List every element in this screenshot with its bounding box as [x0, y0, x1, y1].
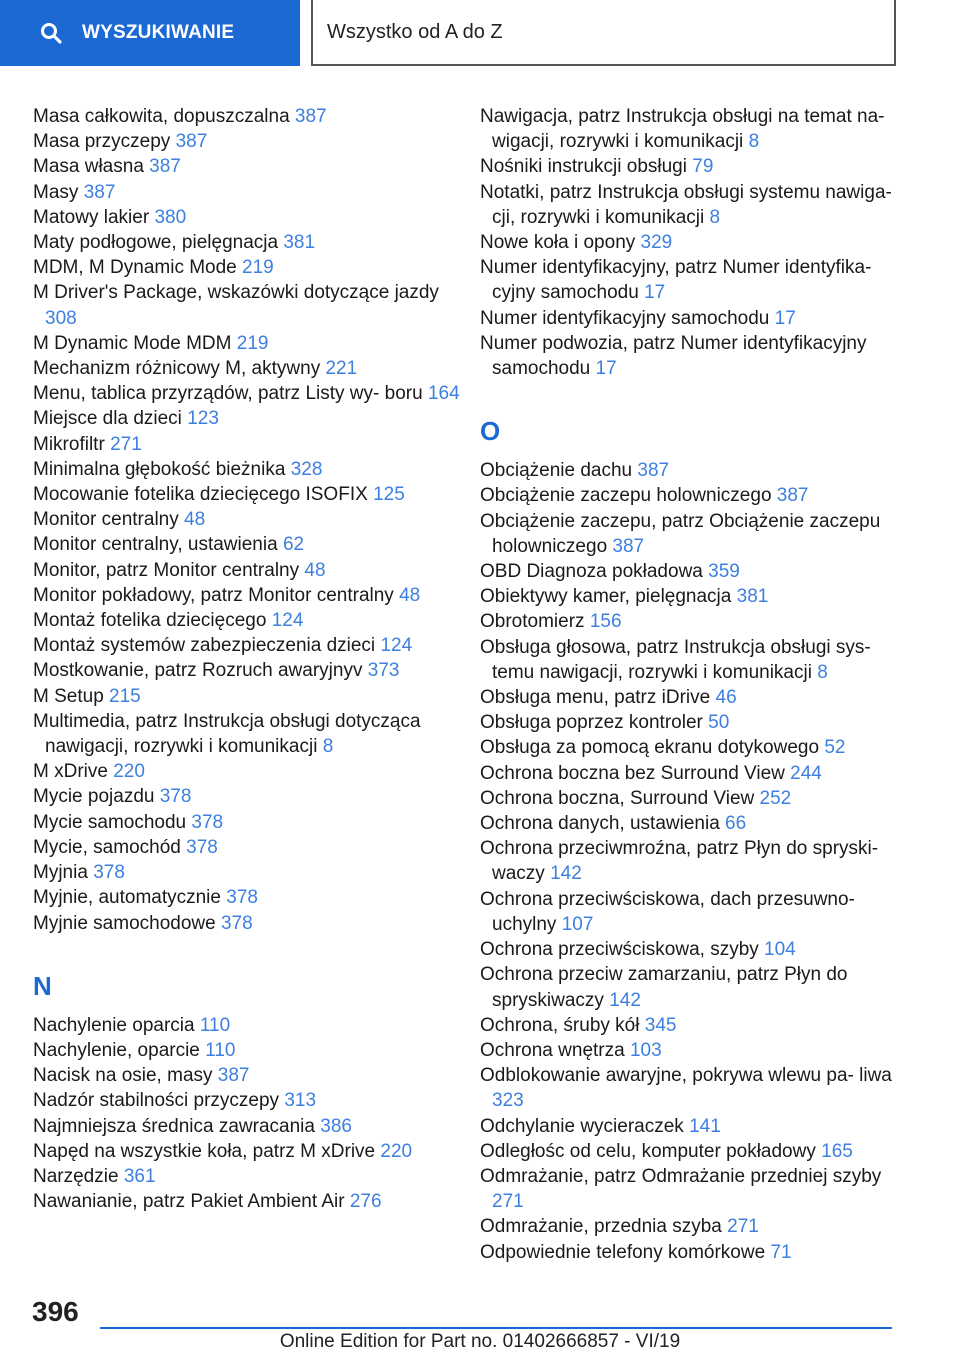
index-entry [480, 104, 900, 154]
page-link[interactable]: 125 [373, 484, 405, 506]
index-entry [480, 331, 900, 381]
index-term: Ochrona boczna, Surround View [480, 787, 755, 809]
index-term: Mycie, samochód [33, 836, 181, 858]
index-entry [480, 887, 900, 937]
page-link[interactable]: 215 [109, 685, 141, 707]
index-term: Myjnia [33, 862, 88, 884]
page-link[interactable]: 373 [367, 660, 400, 682]
index-entry [33, 1013, 473, 1038]
page-link[interactable]: 48 [399, 584, 421, 606]
index-term: Ochrona przeciwmroźna, patrz Płyn do spryski‐ waczy [480, 838, 879, 885]
index-term: Nośniki instrukcji obsługi [480, 156, 687, 178]
index-term: Ochrona boczna bez Surround View [480, 762, 785, 784]
index-entry [480, 735, 900, 760]
index-term: Mostkowanie, patrz Rozruch awaryjnyv [33, 660, 363, 682]
index-term: Menu, tablica przyrządów, patrz Listy wy‐ boru [33, 383, 423, 405]
index-term: Masa własna [33, 156, 144, 178]
index-term: Obsługa menu, patrz iDrive [480, 687, 711, 709]
index-entry [33, 507, 473, 532]
index-term: Monitor pokładowy, patrz Monitor centralny [33, 584, 394, 606]
index-term: Obiektywy kamer, pielęgnacja [480, 586, 732, 608]
index-term: Odblokowanie awaryjne, pokrywa wlewu pa‐ liwa [480, 1065, 892, 1087]
page-link[interactable]: 141 [689, 1115, 721, 1137]
index-entry [480, 710, 900, 735]
page-link[interactable]: 62 [282, 534, 305, 556]
index-term: Montaż systemów zabezpieczenia dzieci [33, 635, 376, 657]
index-term: Narzędzie [33, 1165, 119, 1187]
index-term: Monitor centralny [33, 509, 179, 531]
section-letter-o: O [480, 416, 501, 447]
index-entry [33, 331, 473, 356]
index-term: Mocowanie fotelika dziecięcego ISOFIX [33, 484, 368, 506]
index-entry [33, 129, 473, 154]
page-link[interactable]: 71 [770, 1241, 792, 1263]
page-link[interactable]: 8 [817, 661, 828, 683]
index-entry [33, 280, 473, 330]
index-entry [33, 432, 473, 457]
page-link[interactable]: 381 [736, 586, 769, 608]
page-link[interactable]: 124 [271, 610, 304, 632]
index-term: Masa całkowita, dopuszczalna [33, 106, 290, 127]
index-entry [480, 1038, 900, 1063]
index-term: Maty podłogowe, pielęgnacja [33, 232, 279, 254]
index-column-right [480, 104, 900, 1265]
page-link[interactable]: 220 [380, 1140, 413, 1162]
page-link[interactable]: 8 [322, 736, 334, 758]
index-entry [33, 255, 473, 280]
search-tab-button[interactable] [0, 0, 300, 66]
page-link[interactable]: 110 [205, 1039, 236, 1061]
index-term: Mikrofiltr [33, 433, 105, 455]
index-entry [33, 154, 473, 179]
page-link[interactable]: 323 [492, 1090, 524, 1112]
page-link[interactable]: 359 [708, 561, 740, 583]
index-term: Numer identyfikacyjny, patrz Numer identyfika‐ cyjny samochodu [480, 257, 872, 304]
index-term: Nacisk na osie, masy [33, 1065, 213, 1087]
index-term: Nawanianie, patrz Pakiet Ambient Air [33, 1191, 345, 1213]
index-term: Najmniejsza średnica zawracania [33, 1115, 315, 1137]
index-entry [33, 608, 473, 633]
index-entry [33, 911, 473, 936]
page-link[interactable]: 156 [589, 611, 622, 633]
index-entry [480, 937, 900, 962]
index-term: Obciążenie zaczepu, patrz Obciążenie zaczepu holowniczego [480, 510, 881, 557]
index-entry [33, 784, 473, 809]
index-term: Ochrona przeciwściskowa, szyby [480, 939, 759, 961]
page-link[interactable]: 387 [83, 181, 116, 203]
page-link[interactable]: 165 [821, 1140, 853, 1162]
index-entry [480, 1013, 900, 1038]
index-term: Ochrona przeciw zamarzaniu, patrz Płyn do spryskiwaczy [480, 964, 848, 1011]
index-term: Obsługa głosowa, patrz Instrukcja obsługi sys‐ temu nawigacji, rozrywki i komunikacji [480, 636, 871, 683]
page-link[interactable]: 378 [226, 887, 258, 909]
index-entry [33, 759, 473, 784]
page-link[interactable]: 313 [284, 1090, 317, 1112]
index-term: Matowy lakier [33, 206, 150, 228]
page-link[interactable]: 387 [612, 535, 645, 557]
page-link[interactable]: 276 [349, 1191, 382, 1213]
page-link[interactable]: 387 [175, 131, 208, 153]
index-term: Minimalna głębokość bieżnika [33, 458, 286, 480]
page-link[interactable]: 17 [644, 282, 666, 304]
index-term: Numer podwozia, patrz Numer identyfikacyjny samochodu [480, 332, 867, 380]
search-icon [40, 22, 62, 44]
page-link[interactable]: 387 [637, 460, 670, 482]
index-entry [33, 1088, 473, 1113]
index-term: Nachylenie oparcia [33, 1014, 195, 1036]
page-link[interactable]: 66 [725, 813, 747, 835]
index-entry [480, 559, 900, 584]
index-entry [480, 685, 900, 710]
page-link[interactable]: 329 [640, 232, 673, 254]
index-term: Odchylanie wycieraczek [480, 1115, 684, 1137]
page-link[interactable]: 271 [110, 433, 142, 455]
index-entry [33, 381, 473, 406]
index-term: Nadzór stabilności przyczepy [33, 1090, 280, 1112]
page-link[interactable]: 271 [492, 1191, 524, 1213]
index-entry [480, 811, 900, 836]
index-term: Ochrona danych, ustawienia [480, 813, 720, 835]
page-link[interactable]: 124 [380, 635, 413, 657]
page-link[interactable]: 380 [154, 206, 187, 228]
index-term: Mechanizm różnicowy M, aktywny [33, 358, 321, 380]
index-entry [480, 483, 900, 508]
page-link[interactable]: 328 [290, 458, 323, 480]
edition-footer: Online Edition for Part no. 01402666857 - VI/19 [279, 1331, 681, 1352]
index-term: Obciążenie zaczepu holowniczego [480, 485, 772, 507]
index-entry [480, 836, 900, 886]
page-link[interactable]: 378 [191, 811, 224, 833]
page-link[interactable]: 387 [776, 485, 809, 507]
footer-divider [100, 1327, 892, 1329]
index-entry [33, 583, 473, 608]
index-entry [33, 658, 473, 683]
index-entry [480, 609, 900, 634]
index-entry [33, 356, 473, 381]
page-link[interactable]: 345 [644, 1014, 677, 1036]
index-term: Obrotomierz [480, 611, 585, 633]
index-term: Obciążenie dachu [480, 460, 633, 482]
index-entry [480, 458, 900, 483]
index-entry [480, 761, 900, 786]
index-term: Nachylenie, oparcie [33, 1039, 200, 1061]
page-link[interactable]: 164 [427, 383, 460, 405]
index-entry [480, 584, 900, 609]
search-tab-label: WYSZUKIWANIE [82, 22, 235, 43]
top-navigation [0, 0, 960, 66]
page-link[interactable]: 387 [294, 106, 327, 127]
page-link[interactable]: 142 [550, 863, 582, 885]
page-link[interactable]: 52 [824, 737, 846, 759]
index-term: Myjnie, automatycznie [33, 887, 221, 909]
index-term: Obsługa za pomocą ekranu dotykowego [480, 737, 820, 759]
index-term: Myjnie samochodowe [33, 912, 216, 934]
index-entry [33, 104, 473, 129]
index-entry [33, 810, 473, 835]
page-link[interactable]: 271 [727, 1216, 759, 1238]
index-term: Ochrona wnętrza [480, 1039, 625, 1061]
page-link[interactable]: 219 [242, 257, 274, 279]
index-term: Nawigacja, patrz Instrukcja obsługi na temat na‐ wigacji, rozrywki i komunikacji [480, 106, 885, 153]
page-link[interactable]: 50 [708, 712, 730, 734]
page-link[interactable]: 244 [790, 762, 822, 784]
index-entry [33, 482, 473, 507]
index-entry [480, 1214, 900, 1239]
index-term: Ochrona, śruby kół [480, 1014, 640, 1036]
index-entry [33, 230, 473, 255]
page-link[interactable]: 48 [184, 509, 206, 531]
index-entry [33, 709, 473, 759]
index-term: M xDrive [33, 761, 108, 783]
index-term: Odpowiednie telefony komórkowe [480, 1241, 766, 1263]
index-term: Mycie samochodu [33, 811, 187, 833]
index-entry [480, 1139, 900, 1164]
page-link[interactable]: 17 [774, 307, 796, 329]
index-term: M Driver's Package, wskazówki dotyczące jazdy [33, 282, 439, 304]
index-entry [33, 1114, 473, 1139]
index-entry [33, 860, 473, 885]
index-entry [33, 885, 473, 910]
page-link[interactable]: 219 [236, 332, 269, 354]
index-entry [480, 1240, 900, 1265]
index-entry [480, 154, 900, 179]
index-entry [33, 180, 473, 205]
index-term: Nowe koła i opony [480, 232, 636, 254]
page-link[interactable]: 378 [159, 786, 192, 808]
page-link[interactable]: 107 [561, 913, 594, 935]
index-term: Masa przyczepy [33, 131, 171, 153]
page-link[interactable]: 48 [304, 559, 326, 581]
index-column-left [33, 104, 473, 1214]
page-link[interactable]: 8 [748, 131, 760, 153]
page-link[interactable]: 381 [283, 232, 316, 254]
index-term: Napęd na wszystkie koła, patrz M xDrive [33, 1140, 376, 1162]
index-term: Monitor, patrz Monitor centralny [33, 559, 300, 581]
index-entry [480, 180, 900, 230]
page-link[interactable]: 8 [709, 206, 721, 228]
index-entry [33, 1038, 473, 1063]
page-link[interactable]: 79 [692, 156, 714, 178]
index-term: Masy [33, 181, 79, 203]
page-link[interactable]: 110 [199, 1014, 231, 1036]
section-spacer [33, 936, 473, 960]
index-entry [480, 1114, 900, 1139]
page-link[interactable]: 378 [186, 836, 218, 858]
index-entry [33, 1189, 473, 1214]
page-link[interactable]: 103 [629, 1039, 662, 1061]
page-link[interactable]: 142 [609, 989, 641, 1011]
page-link[interactable]: 378 [93, 862, 125, 884]
index-entry [480, 786, 900, 811]
page-link[interactable]: 123 [187, 408, 219, 430]
index-entry [33, 457, 473, 482]
a-to-z-tab-label: Wszystko od A do Z [327, 20, 503, 43]
index-term: Miejsce dla dzieci [33, 408, 182, 430]
index-term: Montaż fotelika dziecięcego [33, 610, 267, 632]
index-entry [480, 306, 900, 331]
page-link[interactable]: 387 [217, 1065, 250, 1087]
section-spacer [480, 381, 900, 405]
page-link[interactable]: 378 [220, 912, 253, 934]
index-entry [480, 962, 900, 1012]
index-term: MDM, M Dynamic Mode [33, 257, 237, 279]
index-term: Ochrona przeciwściskowa, dach przesuwno‐ uchylny [480, 888, 855, 935]
index-entry [33, 684, 473, 709]
index-entry [33, 205, 473, 230]
index-term: M Dynamic Mode MDM [33, 332, 232, 354]
index-entry [480, 230, 900, 255]
section-letter-n: N [33, 970, 52, 1001]
index-entry [480, 509, 900, 559]
index-term: Odmrażanie, przednia szyba [480, 1216, 722, 1238]
index-entry [480, 255, 900, 305]
page-link[interactable]: 220 [113, 761, 145, 783]
index-term: OBD Diagnoza pokładowa [480, 561, 703, 583]
page-link[interactable]: 361 [123, 1165, 156, 1187]
a-to-z-tab-button[interactable] [311, 0, 896, 66]
page-link[interactable]: 46 [715, 687, 737, 709]
page-link[interactable]: 221 [325, 358, 358, 380]
index-term: Notatki, patrz Instrukcja obsługi systemu nawiga‐ cji, rozrywki i komunikacji [480, 181, 892, 228]
page-link[interactable]: 17 [595, 358, 617, 380]
page-link[interactable]: 386 [320, 1115, 352, 1137]
index-entry [33, 558, 473, 583]
index-term: Obsługa poprzez kontroler [480, 712, 703, 734]
page-link[interactable]: 387 [149, 156, 181, 178]
index-entry [33, 1063, 473, 1088]
index-term: Multimedia, patrz Instrukcja obsługi dotycząca nawigacji, rozrywki i komunikacji [33, 710, 421, 758]
page-link[interactable]: 104 [764, 939, 796, 961]
index-term: Numer identyfikacyjny samochodu [480, 307, 770, 329]
index-term: Monitor centralny, ustawienia [33, 534, 278, 556]
index-term: Odległośc od celu, komputer pokładowy [480, 1140, 816, 1162]
page-link[interactable]: 308 [45, 307, 77, 329]
index-entry [33, 406, 473, 431]
index-term: Odmrażanie, patrz Odmrażanie przedniej szyby [480, 1165, 882, 1187]
index-entry [33, 835, 473, 860]
page-link[interactable]: 252 [759, 787, 792, 809]
index-term: Mycie pojazdu [33, 786, 155, 808]
index-entry [33, 532, 473, 557]
index-entry [480, 1063, 900, 1113]
index-entry [33, 1139, 473, 1164]
index-entry [33, 1164, 473, 1189]
index-term: M Setup [33, 685, 104, 707]
index-entry [480, 1164, 900, 1214]
page-number: 396 [32, 1296, 79, 1327]
index-entry [33, 633, 473, 658]
index-entry [480, 635, 900, 685]
